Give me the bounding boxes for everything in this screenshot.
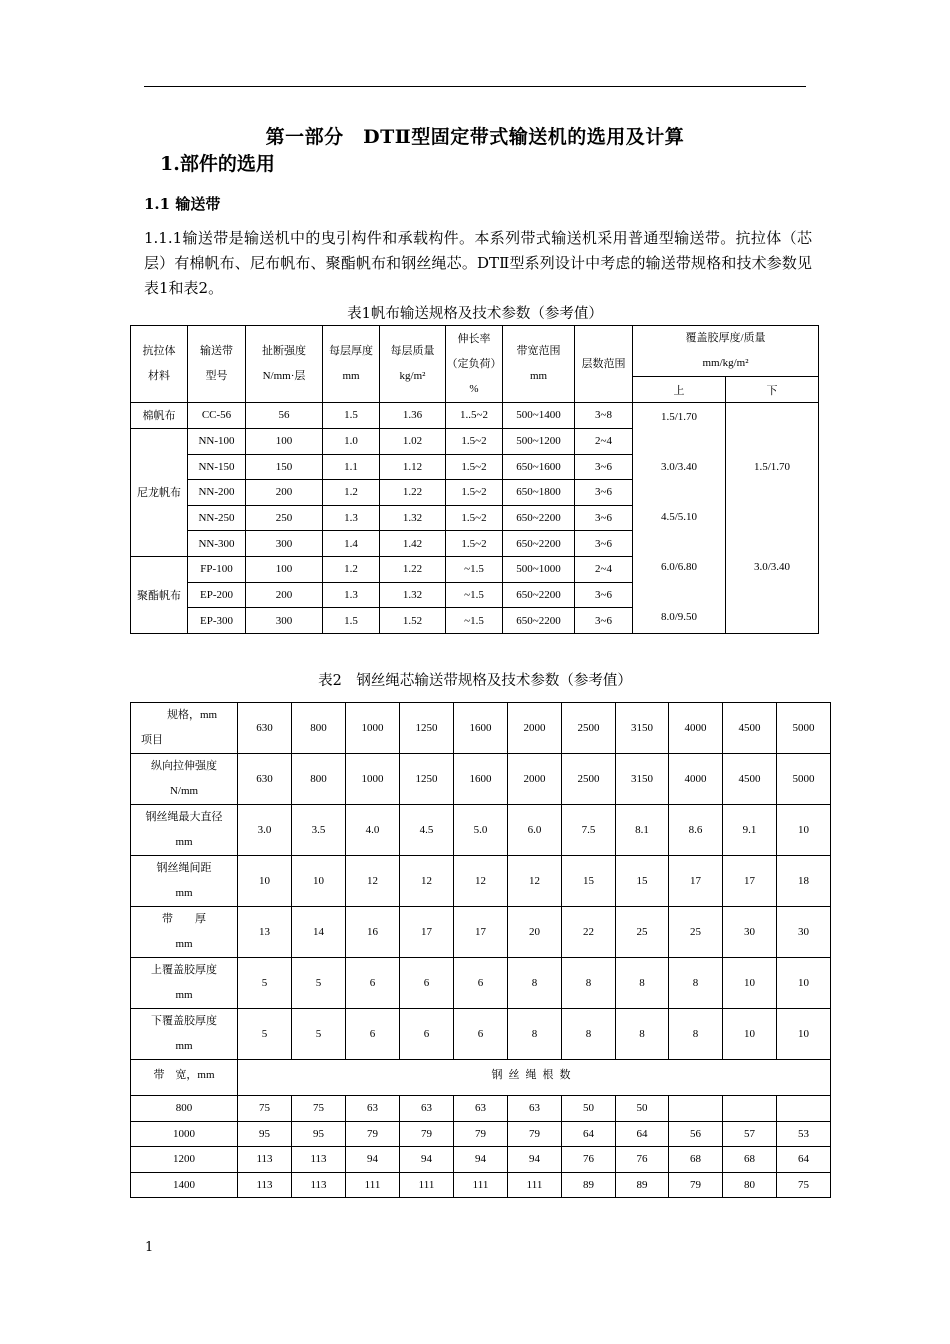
table-cell: 76: [616, 1147, 669, 1173]
cover-top-column: [633, 403, 726, 634]
table-row: [131, 907, 831, 958]
header-rule: [144, 86, 806, 87]
table-cell: 1.22: [380, 480, 446, 506]
table-cell: 1.3: [323, 505, 380, 531]
spec-header: 1600: [454, 703, 508, 754]
table-cell: [777, 1096, 831, 1122]
table-cell: 111: [508, 1172, 562, 1198]
spec-header: 3150: [616, 703, 669, 754]
table-cell: ~1.5: [446, 582, 503, 608]
table-cell: 111: [454, 1172, 508, 1198]
table-cell: 20: [508, 907, 562, 958]
header-cover: 覆盖胶厚度/质量 mm/kg/m²: [633, 326, 819, 377]
material-cell: 尼龙帆布: [131, 428, 188, 556]
table-cell: 3~6: [575, 454, 633, 480]
table-cell: NN-100: [188, 428, 246, 454]
table-cell: 1.2: [323, 480, 380, 506]
table-cell: 17: [454, 907, 508, 958]
table-cell: 63: [454, 1096, 508, 1122]
table-cell: 2~4: [575, 428, 633, 454]
table-cell: 1.5~2: [446, 480, 503, 506]
table-cell: 64: [616, 1121, 669, 1147]
table-cell: 12: [400, 856, 454, 907]
table-cell: 8: [669, 958, 723, 1009]
table-cell: 76: [562, 1147, 616, 1173]
table-cell: 3~6: [575, 582, 633, 608]
table-cell: 5000: [777, 754, 831, 805]
table-cell: 95: [238, 1121, 292, 1147]
table-cell: 22: [562, 907, 616, 958]
table-cell: 1.12: [380, 454, 446, 480]
table-cell: 3150: [616, 754, 669, 805]
table-row: [131, 403, 819, 429]
table-cell: 1..5~2: [446, 403, 503, 429]
param-label: 上覆盖胶厚度 mm: [131, 958, 238, 1009]
param-label: 钢丝绳间距 mm: [131, 856, 238, 907]
spec-header: 5000: [777, 703, 831, 754]
table-cell: 650~1800: [503, 480, 575, 506]
table-cell: 300: [246, 531, 323, 557]
table-cell: 63: [400, 1096, 454, 1122]
width-cell: 1000: [131, 1121, 238, 1147]
table-cell: 25: [616, 907, 669, 958]
table-cell: 17: [669, 856, 723, 907]
table-row: [131, 1096, 831, 1122]
table-cell: 94: [400, 1147, 454, 1173]
spec-header: 1250: [400, 703, 454, 754]
param-label: 下覆盖胶厚度 mm: [131, 1009, 238, 1060]
table-cell: 6: [346, 958, 400, 1009]
param-label: 纵向拉伸强度 N/mm: [131, 754, 238, 805]
table-cell: 8.1: [616, 805, 669, 856]
table-cell: 75: [292, 1096, 346, 1122]
table-cell: 1.02: [380, 428, 446, 454]
table-cell: 56: [246, 403, 323, 429]
table-cell: 50: [562, 1096, 616, 1122]
table-cell: 1.5~2: [446, 428, 503, 454]
spec-header: 4500: [723, 703, 777, 754]
width-cell: 1200: [131, 1147, 238, 1173]
param-label: 钢丝绳最大直径 mm: [131, 805, 238, 856]
width-label: 带 宽，mm: [131, 1060, 238, 1096]
table-cell: ~1.5: [446, 608, 503, 634]
table-cell: EP-300: [188, 608, 246, 634]
table-row: [131, 958, 831, 1009]
table-cell: 113: [292, 1172, 346, 1198]
table-cell: 1000: [346, 754, 400, 805]
table-cell: 4.0: [346, 805, 400, 856]
table-cell: 6: [400, 958, 454, 1009]
table-cell: 10: [723, 1009, 777, 1060]
subsection-heading: 1.1 输送带: [144, 195, 221, 213]
table-cell: 64: [777, 1147, 831, 1173]
table-cell: 80: [723, 1172, 777, 1198]
cover-top-value: 1.5/1.70: [660, 411, 698, 423]
table1-caption: 表1帆布输送规格及技术参数（参考值）: [347, 306, 603, 322]
table-cell: 650~2200: [503, 608, 575, 634]
table-cell: 9.1: [723, 805, 777, 856]
table-cell: 6: [346, 1009, 400, 1060]
table-cell: 5: [238, 958, 292, 1009]
table-cell: 17: [400, 907, 454, 958]
table-cell: 15: [616, 856, 669, 907]
table-cell: 64: [562, 1121, 616, 1147]
header-cover-top: 上: [633, 377, 726, 403]
table-cell: 12: [454, 856, 508, 907]
table-cell: 5.0: [454, 805, 508, 856]
table-cell: 10: [292, 856, 346, 907]
table-cell: 25: [669, 907, 723, 958]
table-cell: 53: [777, 1121, 831, 1147]
header-elongation: 伸长率 （定负荷） %: [446, 326, 503, 403]
table-row: [131, 1172, 831, 1198]
table-cell: NN-250: [188, 505, 246, 531]
table-cell: 10: [777, 958, 831, 1009]
table-cell: 5: [292, 958, 346, 1009]
table-cell: 10: [777, 805, 831, 856]
table-cell: 500~1200: [503, 428, 575, 454]
table-cell: 15: [562, 856, 616, 907]
table-cell: 1.22: [380, 556, 446, 582]
spec-header: 1000: [346, 703, 400, 754]
material-cell: 棉帆布: [131, 403, 188, 429]
table-cell: [723, 1096, 777, 1122]
table-cell: 3.0: [238, 805, 292, 856]
table-cell: 1.5~2: [446, 454, 503, 480]
table-cell: EP-200: [188, 582, 246, 608]
table-cell: 1.5~2: [446, 505, 503, 531]
table-cell: 650~2200: [503, 505, 575, 531]
table-cell: 79: [454, 1121, 508, 1147]
table-cell: 6.0: [508, 805, 562, 856]
spec-header: 630: [238, 703, 292, 754]
table-cell: 1.5: [323, 403, 380, 429]
cover-bottom-value: 1.5/1.70: [753, 461, 791, 473]
table-cell: 1.36: [380, 403, 446, 429]
table-row: [131, 856, 831, 907]
page-title: 第一部分 DTⅡ型固定带式输送机的选用及计算: [265, 126, 685, 148]
spec-header: 800: [292, 703, 346, 754]
table-cell: NN-150: [188, 454, 246, 480]
table-cell: 63: [346, 1096, 400, 1122]
table-cell: 79: [346, 1121, 400, 1147]
cover-top-value: 8.0/9.50: [660, 611, 698, 623]
cover-bottom-column: [726, 403, 819, 634]
table-cell: 3~6: [575, 608, 633, 634]
cover-top-value: 6.0/6.80: [660, 561, 698, 573]
table-cell: 79: [400, 1121, 454, 1147]
table-row: [131, 805, 831, 856]
table-cell: 1.3: [323, 582, 380, 608]
table-cell: 79: [669, 1172, 723, 1198]
table-cell: 94: [454, 1147, 508, 1173]
table-cell: 1600: [454, 754, 508, 805]
table-cell: 1.32: [380, 582, 446, 608]
table-cell: 95: [292, 1121, 346, 1147]
table-cell: 94: [508, 1147, 562, 1173]
section-heading: 1.部件的选用: [160, 153, 275, 175]
table-row: [131, 754, 831, 805]
table-cell: 12: [508, 856, 562, 907]
header-width-range: 带宽范围 mm: [503, 326, 575, 403]
table-cell: 12: [346, 856, 400, 907]
table-cell: 2~4: [575, 556, 633, 582]
table-cell: 1.4: [323, 531, 380, 557]
table-cell: 800: [292, 754, 346, 805]
param-label: 带 厚 mm: [131, 907, 238, 958]
table-cell: 14: [292, 907, 346, 958]
table-cell: 4.5: [400, 805, 454, 856]
table-cell: 8: [508, 958, 562, 1009]
table-cell: 57: [723, 1121, 777, 1147]
table-cell: 1.42: [380, 531, 446, 557]
width-cell: 1400: [131, 1172, 238, 1198]
table-cell: 650~2200: [503, 531, 575, 557]
table-cell: 75: [238, 1096, 292, 1122]
table-cell: 30: [777, 907, 831, 958]
spec-header: 2000: [508, 703, 562, 754]
table-cell: 650~2200: [503, 582, 575, 608]
table-cell: 250: [246, 505, 323, 531]
table-cell: FP-100: [188, 556, 246, 582]
table-cell: 68: [669, 1147, 723, 1173]
width-cell: 800: [131, 1096, 238, 1122]
cover-bottom-value: 3.0/3.40: [753, 561, 791, 573]
table-cell: 50: [616, 1096, 669, 1122]
table-cell: 500~1000: [503, 556, 575, 582]
table-cell: 2500: [562, 754, 616, 805]
table-cell: 1250: [400, 754, 454, 805]
table-cell: 8: [508, 1009, 562, 1060]
table-cell: 1.2: [323, 556, 380, 582]
table-cell: 79: [508, 1121, 562, 1147]
table-cell: 113: [292, 1147, 346, 1173]
table-cell: 30: [723, 907, 777, 958]
corner-spec-label: 规格，mm: [167, 709, 218, 721]
steel-cord-table: [130, 702, 831, 1198]
table-cell: 94: [346, 1147, 400, 1173]
header-belt-type: 输送带 型号: [188, 326, 246, 403]
table-cell: 300: [246, 608, 323, 634]
table-cell: 1.0: [323, 428, 380, 454]
table-cell: 4000: [669, 754, 723, 805]
header-material: 抗拉体 材料: [131, 326, 188, 403]
table-cell: 6: [400, 1009, 454, 1060]
table-cell: 13: [238, 907, 292, 958]
table-cell: 113: [238, 1172, 292, 1198]
table-cell: 10: [777, 1009, 831, 1060]
table-cell: 17: [723, 856, 777, 907]
table-cell: 8: [562, 1009, 616, 1060]
table-cell: NN-200: [188, 480, 246, 506]
table-cell: 8: [562, 958, 616, 1009]
table-cell: 1.5~2: [446, 531, 503, 557]
table-cell: 10: [238, 856, 292, 907]
material-cell: 聚酯帆布: [131, 556, 188, 633]
header-cover-bottom: 下: [726, 377, 819, 403]
table-cell: 3~6: [575, 531, 633, 557]
header-layer-mass: 每层质量 kg/m²: [380, 326, 446, 403]
table-cell: 100: [246, 556, 323, 582]
table-cell: 200: [246, 480, 323, 506]
canvas-belt-table: [130, 325, 819, 634]
table-cell: 6: [454, 958, 508, 1009]
table-cell: 8: [669, 1009, 723, 1060]
table-cell: NN-300: [188, 531, 246, 557]
header-strength: 扯断强度 N/mm·层: [246, 326, 323, 403]
corner-header: [131, 703, 238, 754]
table-cell: 500~1400: [503, 403, 575, 429]
cover-top-value: 4.5/5.10: [660, 511, 698, 523]
table2-caption: 表2 钢丝绳芯输送带规格及技术参数（参考值）: [318, 673, 632, 689]
table-cell: 8: [616, 1009, 669, 1060]
table-cell: [669, 1096, 723, 1122]
table-row: [131, 1009, 831, 1060]
table-cell: 56: [669, 1121, 723, 1147]
table-cell: 1.52: [380, 608, 446, 634]
corner-item-label: 项目: [141, 734, 163, 746]
table-cell: 8.6: [669, 805, 723, 856]
table-cell: 75: [777, 1172, 831, 1198]
table-cell: 4500: [723, 754, 777, 805]
table-cell: 8: [616, 958, 669, 1009]
page-number: 1: [145, 1240, 154, 1255]
table-cell: 200: [246, 582, 323, 608]
table-cell: 16: [346, 907, 400, 958]
table-row: [131, 1147, 831, 1173]
table-cell: 1.32: [380, 505, 446, 531]
table-cell: 10: [723, 958, 777, 1009]
table-cell: 7.5: [562, 805, 616, 856]
table-cell: 100: [246, 428, 323, 454]
rope-count-label: 钢丝绳根数: [238, 1060, 831, 1096]
table-cell: 113: [238, 1147, 292, 1173]
spec-header: 4000: [669, 703, 723, 754]
table-cell: 111: [346, 1172, 400, 1198]
table-cell: 1.1: [323, 454, 380, 480]
table-cell: 3~8: [575, 403, 633, 429]
header-layer-thickness: 每层厚度 mm: [323, 326, 380, 403]
table-cell: CC-56: [188, 403, 246, 429]
spec-header: 2500: [562, 703, 616, 754]
table-row: [131, 1121, 831, 1147]
table-cell: 630: [238, 754, 292, 805]
intro-paragraph: 1.1.1输送带是输送机中的曳引构件和承载构件。本系列带式输送机采用普通型输送带。抗拉体（芯层）有棉帆布、尼布帆布、聚酯帆布和钢丝绳芯。DTⅡ型系列设计中考虑的输送带规格和技术参数见表1和表2。: [144, 229, 812, 297]
table-cell: 18: [777, 856, 831, 907]
table-cell: 650~1600: [503, 454, 575, 480]
table-cell: ~1.5: [446, 556, 503, 582]
table-cell: 3~6: [575, 480, 633, 506]
table-cell: 3.5: [292, 805, 346, 856]
table-cell: 5: [238, 1009, 292, 1060]
table-cell: 89: [616, 1172, 669, 1198]
table-cell: 3~6: [575, 505, 633, 531]
table-cell: 150: [246, 454, 323, 480]
header-layer-range: 层数范围: [575, 326, 633, 403]
table-cell: 63: [508, 1096, 562, 1122]
cover-top-value: 3.0/3.40: [660, 461, 698, 473]
table-cell: 89: [562, 1172, 616, 1198]
table-cell: 5: [292, 1009, 346, 1060]
table-cell: 6: [454, 1009, 508, 1060]
table-cell: 111: [400, 1172, 454, 1198]
table-cell: 1.5: [323, 608, 380, 634]
table-cell: 68: [723, 1147, 777, 1173]
table-cell: 2000: [508, 754, 562, 805]
